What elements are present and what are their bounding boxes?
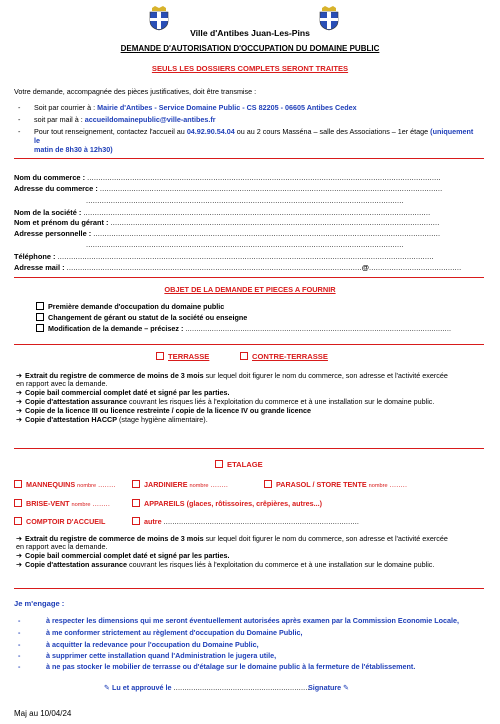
- option-label: Modification de la demande – précisez :: [48, 324, 184, 333]
- list-item: ➔ Copie d'attestation assurance couvrant les risques liés à l'exploitation du commerce et à une installation sur le domaine public.: [16, 397, 435, 406]
- option-label: ETALAGE: [227, 460, 263, 469]
- info-middle: ou au 2 cours Masséna – salle des Associations – 1er étage: [236, 127, 429, 136]
- option-autre[interactable]: autre .........................................................................................: [132, 517, 359, 526]
- dash-icon: -: [18, 640, 21, 649]
- engagement-item: à ne pas stocker le mobilier de terrasse ou d'étalage sur le domaine public à la fermeture de l'établissement.: [46, 662, 416, 671]
- city-name: Ville d'Antibes Juan-Les-Pins: [190, 28, 310, 38]
- checkbox[interactable]: [14, 480, 22, 488]
- signature-label: Signature: [308, 683, 342, 692]
- list-item: ➔ Copie de la licence III ou licence restreinte / copie de la licence IV ou grande licence: [16, 406, 312, 415]
- checkbox[interactable]: [14, 517, 22, 525]
- list-item: ➔ Copie d'attestation assurance couvrant les risques liés à l'exploitation du commerce et à une installation sur le domaine public.: [16, 560, 435, 569]
- option-first-request[interactable]: [36, 302, 224, 311]
- checkbox[interactable]: [215, 460, 223, 468]
- checkbox[interactable]: [14, 499, 22, 507]
- checkbox[interactable]: [36, 313, 44, 321]
- arrow-right-icon: ➔: [16, 534, 23, 543]
- mail-address-link[interactable]: accueildomainepublic@ville-antibes.fr: [84, 115, 216, 124]
- arrow-right-icon: ➔: [16, 560, 23, 569]
- field-label: Nom et prénom du gérant :: [14, 218, 109, 227]
- arrow-right-icon: ➔: [16, 406, 23, 415]
- courier-address: Mairie d'Antibes - Service Domaine Public - CS 82205 - 06605 Antibes Cedex: [97, 103, 357, 112]
- etalage-doc-list: [16, 534, 478, 569]
- intro-text: Votre demande, accompagnée des pièces justificatives, doit être transmise :: [14, 87, 257, 96]
- field-personal-address[interactable]: Adresse personnelle : ..........................................................................................................................................................: [14, 229, 441, 238]
- section-divider: [14, 344, 484, 345]
- option-label: CONTRE-TERRASSE: [252, 352, 328, 361]
- pen-icon: ✎: [343, 683, 350, 692]
- engagement-item: à supprimer cette installation quand l'Administration le jugera utile,: [46, 651, 277, 660]
- field-label: Adresse mail :: [14, 263, 65, 272]
- object-title: OBJET DE LA DEMANDE ET PIECES A FOURNIR: [164, 285, 336, 294]
- info-prefix: Pour tout renseignement, contactez l'accueil au: [34, 127, 185, 136]
- section-divider: [14, 448, 484, 449]
- option-appareils[interactable]: APPAREILS (glaces, rôtissoires, crêpières, autres...): [132, 499, 322, 508]
- option-terrasse[interactable]: [156, 352, 209, 361]
- checkbox[interactable]: [240, 352, 248, 360]
- pen-icon: ✎: [104, 683, 111, 692]
- option-change-manager[interactable]: [36, 313, 247, 322]
- courier-prefix: Soit par courrier à :: [34, 103, 96, 112]
- version-note: Maj au 10/04/24: [14, 709, 72, 718]
- option-etalage[interactable]: [215, 460, 263, 469]
- field-personal-address-cont[interactable]: .............................................................................................................................................: [86, 240, 404, 249]
- list-item: ➔ Copie bail commercial complet daté et signé par les parties.: [16, 388, 230, 397]
- option-label: Première demande d'occupation du domaine public: [48, 302, 225, 311]
- dash-icon: -: [18, 103, 21, 112]
- dash-icon: -: [18, 115, 21, 124]
- field-label: Nom de la société :: [14, 208, 82, 217]
- option-label: Changement de gérant ou statut de la société ou enseigne: [48, 313, 248, 322]
- field-commerce-address[interactable]: Adresse du commerce : ........................................................................................................................................................: [14, 184, 443, 193]
- read-approved-label: Lu et approuvé le: [112, 683, 172, 692]
- info-phone: 04.92.90.54.04: [186, 127, 235, 136]
- arrow-right-icon: ➔: [16, 415, 23, 424]
- checkbox[interactable]: [132, 480, 140, 488]
- arrow-right-icon: ➔: [16, 371, 23, 380]
- option-comptoir[interactable]: COMPTOIR D'ACCUEIL: [14, 517, 105, 526]
- engagement-title: Je m'engage :: [14, 599, 65, 608]
- mail-prefix: soit par mail à :: [34, 115, 83, 124]
- page-title: DEMANDE D'AUTORISATION D'OCCUPATION DU DOMAINE PUBLIC: [120, 44, 380, 53]
- checkbox[interactable]: [264, 480, 272, 488]
- engagement-item: à respecter les dimensions qui me seront éventuellement autorisées après examen par la Commission Economie Locale,: [46, 616, 460, 625]
- checkbox[interactable]: [156, 352, 164, 360]
- info-line: [34, 127, 474, 154]
- arrow-right-icon: ➔: [16, 388, 23, 397]
- field-manager-name[interactable]: Nom et prénom du gérant : ..................................................................................................................................................: [14, 218, 440, 227]
- option-jardiniere[interactable]: JARDINIERE nombre ........: [132, 480, 228, 490]
- dash-icon: -: [18, 628, 21, 637]
- page-subtitle: SEULS LES DOSSIERS COMPLETS SERONT TRAITES: [151, 64, 349, 73]
- list-item: ➔ Copie d'attestation HACCP (stage hygiène alimentaire).: [16, 415, 208, 424]
- section-divider: [14, 277, 484, 278]
- list-item: en rapport avec la demande.: [16, 542, 108, 551]
- courier-line: [34, 103, 357, 112]
- option-parasol[interactable]: PARASOL / STORE TENTE nombre ........: [264, 480, 407, 490]
- field-label: Téléphone :: [14, 252, 56, 261]
- option-mannequins[interactable]: MANNEQUINS nombre ........: [14, 480, 116, 490]
- list-item: ➔ Extrait du registre de commerce de moins de 3 mois sur lequel doit figurer le nom du commerce, son adresse et l'activité exercée: [16, 371, 448, 380]
- checkbox[interactable]: [36, 302, 44, 310]
- info-hours-1: (uniquement le: [34, 127, 474, 145]
- field-label: Adresse personnelle :: [14, 229, 92, 238]
- list-item: en rapport avec la demande.: [16, 379, 108, 388]
- terrasse-doc-list: [16, 371, 478, 424]
- field-company-name[interactable]: Nom de la société : ..........................................................................................................................................................: [14, 208, 431, 217]
- option-modification[interactable]: Modification de la demande – précisez : .........................................................................................................................: [36, 324, 451, 333]
- checkbox[interactable]: [36, 324, 44, 332]
- list-item: ➔ Copie bail commercial complet daté et signé par les parties.: [16, 551, 230, 560]
- dash-icon: -: [18, 127, 21, 136]
- checkbox[interactable]: [132, 499, 140, 507]
- checkbox[interactable]: [132, 517, 140, 525]
- mail-line: [34, 115, 216, 124]
- option-brise-vent[interactable]: BRISE-VENT nombre ........: [14, 499, 110, 509]
- field-commerce-address-cont[interactable]: .............................................................................................................................................: [86, 196, 404, 205]
- dash-icon: -: [18, 651, 21, 660]
- field-email[interactable]: Adresse mail : ...................................................................................................................................@.........................................: [14, 263, 462, 272]
- field-label: Nom du commerce :: [14, 173, 86, 182]
- engagement-item: à me conformer strictement au règlement d'occupation du Domaine Public,: [46, 628, 303, 637]
- dash-icon: -: [18, 662, 21, 671]
- field-commerce-name[interactable]: Nom du commerce : .............................................................................................................................................................: [14, 173, 441, 182]
- list-item: ➔ Extrait du registre de commerce de moins de 3 mois sur lequel doit figurer le nom du commerce, son adresse et l'activité exercée: [16, 534, 448, 543]
- option-label: TERRASSE: [168, 352, 210, 361]
- read-approved-field[interactable]: ✎ Lu et approuvé le ..............................................................: [104, 683, 310, 692]
- signature-field[interactable]: [308, 683, 349, 692]
- arrow-right-icon: ➔: [16, 397, 23, 406]
- at-sign: @: [361, 263, 370, 272]
- dash-icon: -: [18, 616, 21, 625]
- field-phone[interactable]: Téléphone : .......................................................................................................................................................................: [14, 252, 434, 261]
- engagement-item: à acquitter la redevance pour l'occupation du Domaine Public,: [46, 640, 259, 649]
- field-label: Adresse du commerce :: [14, 184, 98, 193]
- option-contre-terrasse[interactable]: [240, 352, 328, 361]
- section-divider: [14, 588, 484, 589]
- info-hours-2: matin de 8h30 à 12h30): [34, 145, 113, 154]
- arrow-right-icon: ➔: [16, 551, 23, 560]
- section-divider: [14, 158, 484, 159]
